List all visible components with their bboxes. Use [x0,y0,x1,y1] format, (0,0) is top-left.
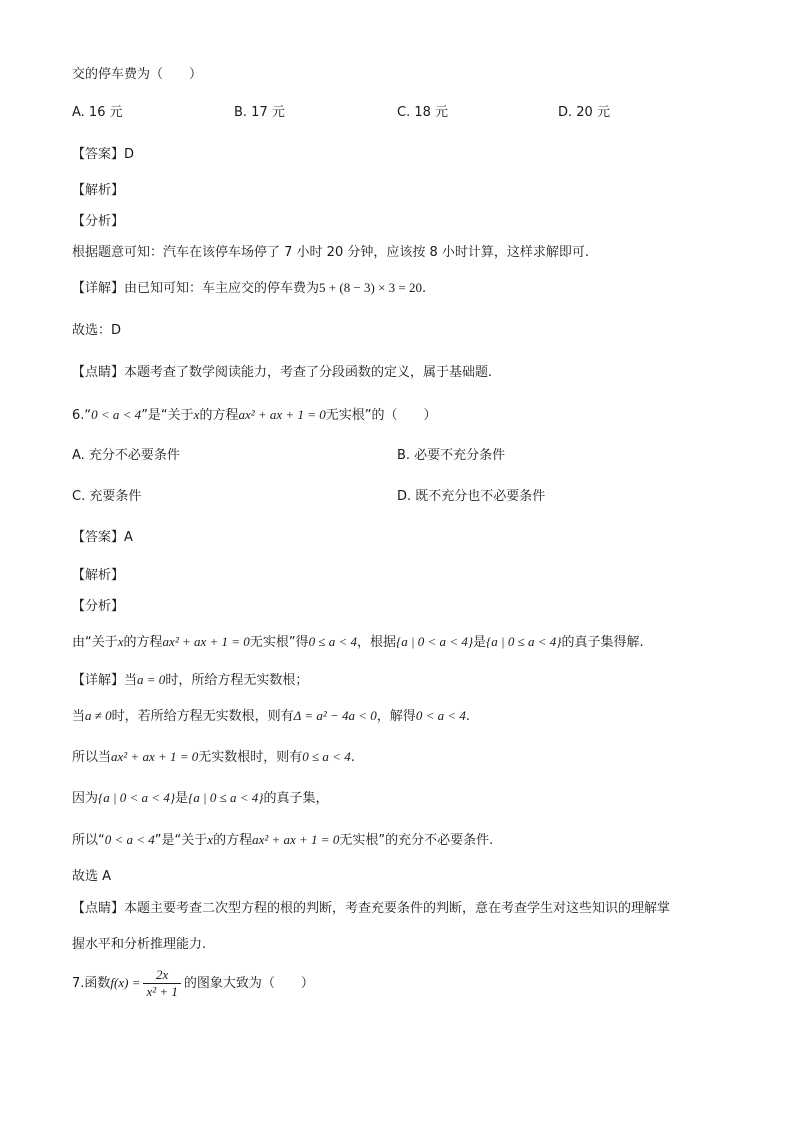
d5-variable: x [207,832,214,847]
d4-c: 的真子集， [263,791,329,806]
q5-option-b: B. 17 元 [234,105,285,120]
stem-condition: 0 < a < 4 [91,407,142,422]
d4-set-2: {a | 0 ≤ a < 4} [188,790,264,805]
fenxi-variable: x [117,634,124,649]
q6-detail-2 [72,707,470,726]
q7-denominator: x² + 1 [146,984,178,999]
d2-equation: a ≠ 0 [85,708,112,723]
d2-d: . [465,709,470,724]
d5-c: 的方程 [213,833,253,848]
fenxi-b: 的方程 [123,635,163,650]
q7-numerator: 2x [143,967,180,984]
d5-equation: ax² + ax + 1 = 0 [252,832,340,847]
fenxi-d: ，根据 [356,635,396,650]
q6-option-b: B. 必要不充分条件 [397,448,506,463]
stem-variable: x [193,407,200,422]
comment-label: 【点睛】 [72,901,125,916]
d5-condition: 0 < a < 4 [104,832,155,847]
q5-analysis-header: 【解析】 [72,183,125,198]
fenxi-set-2: {a | 0 ≤ a < 4} [486,634,562,649]
q6-comment-line-2: 握水平和分析推理能力. [72,937,207,952]
comment-label: 【点睛】 [72,365,125,380]
d2-c: ，解得 [376,709,416,724]
detail-text: 由已知可知：车主应交的停车费为 [124,281,320,296]
detail-label: 【详解】 [72,673,125,688]
q6-option-a: A. 充分不必要条件 [72,448,180,463]
stem-post: 无实根”的（ ） [325,408,437,423]
d1-a: 当 [124,673,138,688]
fenxi-set-1: {a | 0 < a < 4} [396,634,474,649]
q7-fraction [143,967,180,1000]
d2-a: 当 [72,709,86,724]
q5-answer: 【答案】D [72,147,135,162]
q5-fenxi-text: 根据题意可知：汽车在该停车场停了 7 小时 20 分钟，应该按 8 小时计算，这样求解即可. [72,245,590,260]
d4-set-1: {a | 0 < a < 4} [98,790,176,805]
q6-analysis-header: 【解析】 [72,568,125,583]
q6-stem [72,406,436,425]
q5-choice: 故选：D [72,323,122,338]
q7-stem [72,966,314,1001]
d4-b: 是 [175,791,189,806]
stem-eq-label: 的方程 [199,408,239,423]
fenxi-a: 由“关于 [72,635,118,650]
d2-range: 0 < a < 4 [415,708,466,723]
q5-option-a: A. 16 元 [72,105,123,120]
fenxi-f: 的真子集得解. [561,635,644,650]
comment-text: 本题考查了数学阅读能力，考查了分段函数的定义，属于基础题. [124,365,493,380]
q5-option-c: C. 18 元 [397,105,449,120]
q5-option-d: D. 20 元 [558,105,610,120]
fenxi-e: 是 [473,635,487,650]
d1-b: 时，所给方程无实数根； [165,673,309,688]
q6-option-c: C. 充要条件 [72,489,142,504]
stem-pre: 6.“ [72,408,92,423]
q5-fenxi-header: 【分析】 [72,214,125,229]
stem-equation: ax² + ax + 1 = 0 [238,407,326,422]
detail-formula: 5 + (8 − 3) × 3 = 20 [319,280,423,295]
q6-detail-5 [72,831,493,850]
fenxi-range: 0 ≤ a < 4 [308,634,357,649]
d3-b: 无实数根时，则有 [198,750,303,765]
q6-option-d: D. 既不充分也不必要条件 [397,489,546,504]
q6-comment-line-1 [72,900,670,918]
q6-fenxi-header: 【分析】 [72,599,125,614]
detail-label: 【详解】 [72,281,125,296]
d2-discriminant: Δ = a² − 4a < 0 [293,708,377,723]
d1-equation: a = 0 [137,672,166,687]
q5-stem-tail: 交的停车费为（ ） [72,67,203,82]
fenxi-c: 无实根”得 [249,635,309,650]
d5-d: 无实根”的充分不必要条件. [339,833,494,848]
q5-comment [72,364,492,382]
d3-equation: ax² + ax + 1 = 0 [111,749,199,764]
stem-mid: ”是“关于 [141,408,194,423]
q6-detail-4 [72,789,328,808]
q7-stem-pre: 7.函数 [72,976,111,991]
d3-c: . [350,750,355,765]
d5-b: ”是“关于 [154,833,208,848]
q7-function: f(x) = [110,975,141,990]
comment-text-1: 本题主要考查二次型方程的根的判断，考查充要条件的判断，意在考查学生对这些知识的理解掌 [124,901,671,916]
q6-choice: 故选 A [72,869,112,884]
d3-a: 所以当 [72,750,112,765]
detail-end: . [422,281,427,296]
d3-range: 0 ≤ a < 4 [302,749,351,764]
q7-stem-post: 的图象大致为（ ） [183,976,314,991]
q6-answer: 【答案】A [72,530,133,545]
d4-a: 因为 [72,791,99,806]
d5-a: 所以“ [72,833,105,848]
q6-detail-3 [72,748,355,767]
q6-fenxi-text [72,633,644,652]
q5-detail [72,279,426,298]
d2-b: 时，若所给方程无实数根，则有 [111,709,294,724]
fenxi-equation: ax² + ax + 1 = 0 [162,634,250,649]
q6-detail-1 [72,671,308,690]
